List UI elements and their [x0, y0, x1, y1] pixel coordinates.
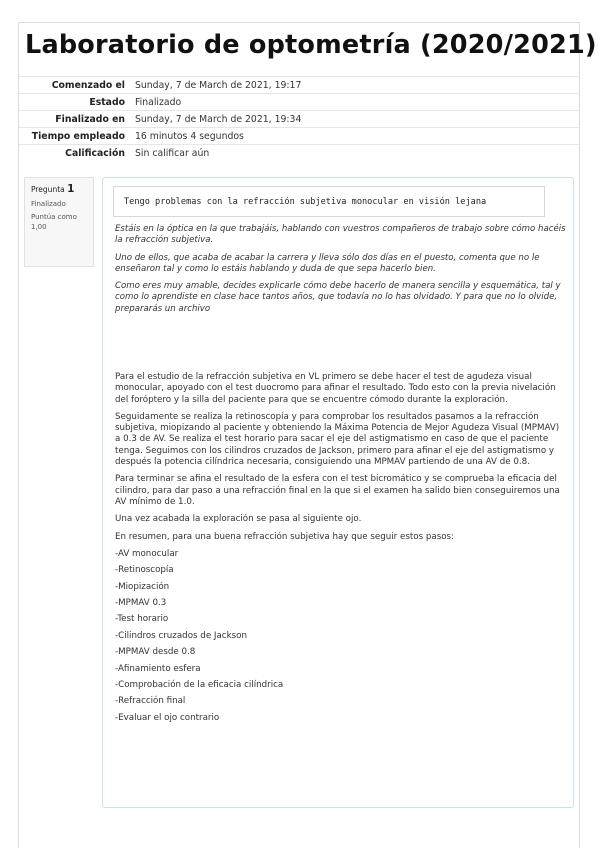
question-grade: Puntúa como 1,00	[31, 213, 77, 232]
question-title-box: Tengo problemas con la refracción subjetiva monocular en visión lejana	[113, 186, 545, 217]
summary-label: Finalizado en	[19, 111, 129, 128]
answer-paragraph: Para el estudio de la refracción subjetiva en VL primero se debe hacer el test de agudeza visual monocular, apoyado con el test duocromo para afinar el resultado. Todo esto con la previa nivelación del foróptero y la silla del paciente para que se encuentre cómodo durante la exploración.	[115, 372, 556, 405]
question-number	[31, 182, 87, 197]
summary-label: Estado	[19, 94, 129, 111]
list-item: -AV monocular	[115, 548, 179, 559]
quiz-review-page	[18, 22, 597, 848]
page-title: Laboratorio de optometría (2020/2021)	[25, 30, 597, 60]
summary-value: Sunday, 7 de March de 2021, 19:17	[129, 77, 579, 94]
summary-row-state	[19, 94, 579, 111]
student-answer	[115, 372, 567, 729]
summary-value: 16 minutos 4 segundos	[129, 128, 579, 145]
question-content	[102, 177, 574, 808]
list-item: -MPMAV 0.3	[115, 598, 167, 609]
summary-value: Sin calificar aún	[129, 145, 579, 162]
list-item: -Refracción final	[115, 696, 186, 707]
steps-list	[115, 549, 567, 729]
list-item: -Retinoscopía	[115, 565, 174, 576]
summary-value: Sunday, 7 de March de 2021, 19:34	[129, 111, 579, 128]
answer-paragraph: Seguidamente se realiza la retinoscopía y para comprobar los resultados pasamos a la refracción subjetiva, miopizando al paciente y obteniendo la Máxima Potencia de Mejor Agudeza Visual (MPMAV) a 0.3 de AV. Se realiza el test horario para sacar el eje del astigmatismo en caso de que el paciente tenga. Seguimos con los cilindros cruzados de Jackson, primero para afinar el eje del astigmatismo y después la potencia cilíndrica necesaria, consiguiendo una MPMAV partiendo de una AV de 0.8.	[115, 411, 560, 468]
summary-label: Comenzado el	[19, 77, 129, 94]
summary-label: Calificación	[19, 145, 129, 162]
list-item: -Afinamiento esfera	[115, 663, 201, 674]
answer-paragraph: Una vez acabada la exploración se pasa al siguiente ojo.	[115, 514, 362, 525]
intro-paragraph: Uno de ellos, que acaba de acabar la carrera y lleva sólo dos días en el puesto, comenta que no le enseñaron tal y como lo estáis hablando y duda de que sepa hacerlo bien.	[115, 252, 540, 274]
answer-paragraph: En resumen, para una buena refracción subjetiva hay que seguir estos pasos:	[115, 531, 454, 542]
list-item: -MPMAV desde 0.8	[115, 647, 196, 658]
summary-value: Finalizado	[129, 94, 579, 111]
summary-row-time-taken	[19, 128, 579, 145]
summary-label: Tiempo empleado	[19, 128, 129, 145]
intro-paragraph: Como eres muy amable, decides explicarle cómo debe hacerlo de manera sencilla y esquemática, tal y como lo aprendiste en clase hace tantos años, que todavía no lo has olvidado. Y para que no lo olvide, prepararás un archivo	[115, 281, 561, 314]
question-info-panel	[24, 177, 94, 267]
list-item: -Cilindros cruzados de Jackson	[115, 630, 247, 641]
list-item: -Evaluar el ojo contrario	[115, 712, 220, 723]
summary-row-finished	[19, 111, 579, 128]
intro-paragraph: Estáis en la óptica en la que trabajáis, hablando con vuestros compañeros de trabajo sobre cómo hacéis la refracción subjetiva.	[115, 224, 566, 246]
question-intro	[115, 224, 567, 321]
list-item: -Comprobación de la eficacia cilíndrica	[115, 679, 284, 690]
list-item: -Test horario	[115, 614, 169, 625]
question-number-label: Pregunta	[31, 185, 65, 194]
attempt-summary-table	[19, 76, 579, 162]
question-number-value: 1	[67, 183, 75, 195]
summary-row-started	[19, 77, 579, 94]
summary-row-grade	[19, 145, 579, 162]
answer-paragraph: Para terminar se afina el resultado de la esfera con el test bicromático y se comprueba la eficacia del cilindro, para dar paso a una refracción final en la que si el examen ha salido bien conseguiremos una AV mínimo de 1.0.	[115, 474, 560, 507]
list-item: -Miopización	[115, 581, 170, 592]
question-state: Finalizado	[31, 199, 66, 208]
